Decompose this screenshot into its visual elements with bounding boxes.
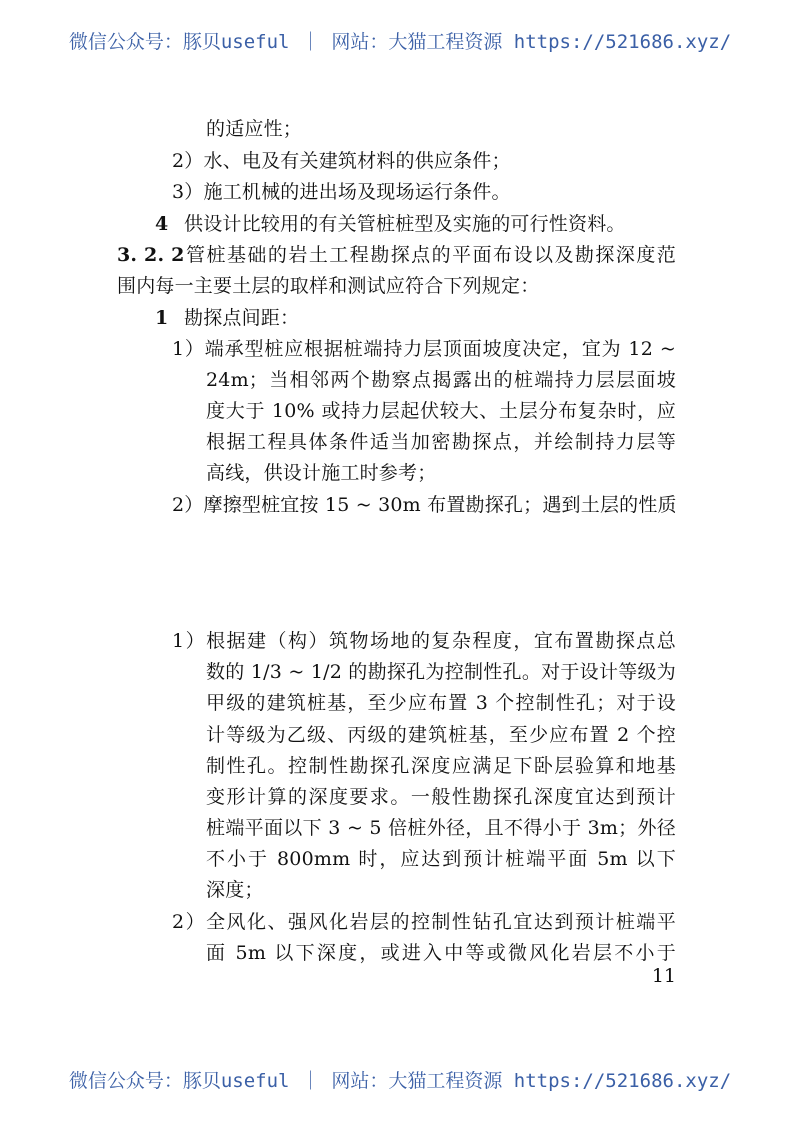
item-number: 4: [155, 213, 169, 235]
text-line: 的适应性；: [206, 118, 303, 140]
text-line: 数的 1/3 ~ 1/2 的勘探孔为控制性孔。对于设计等级为: [206, 661, 676, 683]
text-line: 深度；: [206, 879, 264, 901]
text-line: 度大于 10% 或持力层起伏较大、土层分布复杂时，应: [206, 400, 676, 422]
list-item: 2）全风化、强风化岩层的控制性钻孔宜达到预计桩端平: [172, 911, 676, 933]
text-line: 24m；当相邻两个勘察点揭露出的桩端持力层层面坡: [206, 369, 676, 391]
text-line: 高线，供设计施工时参考；: [206, 462, 437, 484]
page-number: 11: [651, 965, 676, 987]
text-line: 管桩基础的岩土工程勘探点的平面布设以及勘探深度范: [186, 244, 676, 266]
text-line: 桩端平面以下 3 ~ 5 倍桩外径，且不得小于 3m；外径: [206, 817, 676, 839]
list-item: 3）施工机械的进出场及现场运行条件。: [172, 181, 511, 203]
text-line: 面 5m 以下深度，或进入中等或微风化岩层不小于: [206, 942, 676, 964]
text-line: 围内每一主要土层的取样和测试应符合下列规定：: [117, 275, 540, 297]
list-item: 2）水、电及有关建筑材料的供应条件；: [172, 150, 511, 172]
item-number: 1: [155, 307, 169, 329]
footer-watermark: 微信公众号：豚贝useful ｜ 网站：大猫工程资源 https://521686.xyz/: [68, 1070, 732, 1092]
text-line: 制性孔。控制性勘探孔深度应满足下卧层验算和地基: [206, 755, 676, 777]
text-line: 根据工程具体条件适当加密勘探点，并绘制持力层等: [206, 431, 676, 453]
list-item: 1）根据建（构）筑物场地的复杂程度，宜布置勘探点总: [172, 630, 676, 652]
header-watermark: 微信公众号：豚贝useful ｜ 网站：大猫工程资源 https://521686.xyz/: [68, 31, 732, 53]
text-line: 变形计算的深度要求。一般性勘探孔深度宜达到预计: [206, 786, 676, 808]
text-line: 供设计比较用的有关管桩桩型及实施的可行性资料。: [184, 213, 626, 235]
list-item: 2）摩擦型桩宜按 15 ~ 30m 布置勘探孔；遇到土层的性质: [172, 494, 677, 516]
text-line: 勘探点间距：: [184, 307, 300, 329]
text-line: 计等级为乙级、丙级的建筑桩基，至少应布置 2 个控: [206, 724, 676, 746]
list-item: 1）端承型桩应根据桩端持力层顶面坡度决定，宜为 12 ~: [172, 338, 676, 360]
text-line: 甲级的建筑桩基，至少应布置 3 个控制性孔；对于设: [206, 692, 676, 714]
clause-number: 3. 2. 2: [117, 244, 185, 266]
text-line: 不小于 800mm 时，应达到预计桩端平面 5m 以下: [206, 848, 676, 870]
